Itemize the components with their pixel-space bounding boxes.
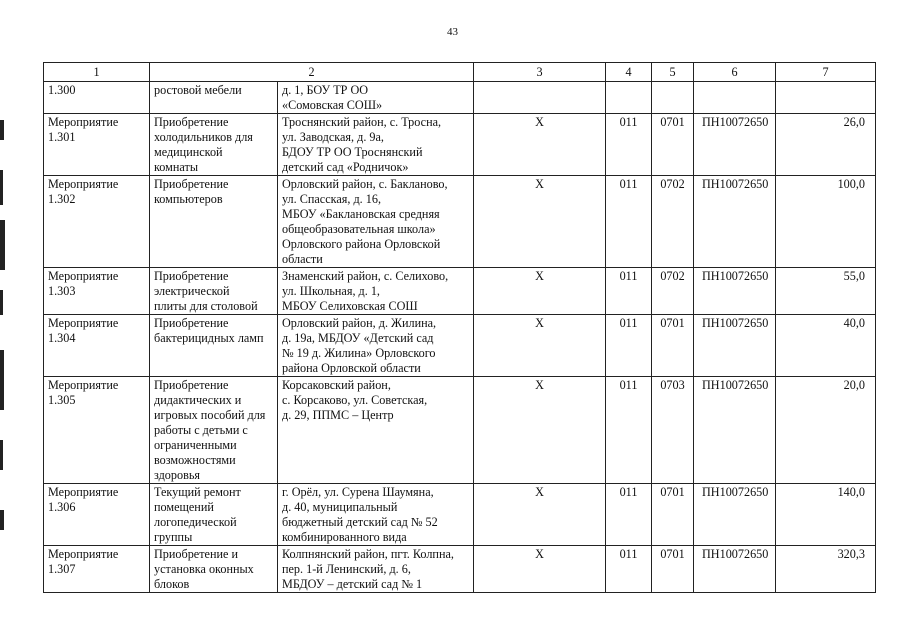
row-id-cell: Мероприятие 1.306 xyxy=(44,484,150,546)
row-code2-cell: 0701 xyxy=(652,315,694,377)
row-address-cell: Корсаковский район, с. Корсаково, ул. Советская, д. 29, ППМС – Центр xyxy=(278,377,474,484)
row-id-cell: Мероприятие 1.302 xyxy=(44,176,150,268)
row-amount-cell: 55,0 xyxy=(776,268,876,315)
page-number: 43 xyxy=(447,26,458,38)
row-code2-cell: 0701 xyxy=(652,114,694,176)
row-code3-cell: ПН10072650 xyxy=(694,484,776,546)
row-name-cell: Текущий ремонт помещений логопедической группы xyxy=(150,484,278,546)
header-cell-6: 6 xyxy=(694,63,776,82)
row-code1-cell: 011 xyxy=(606,546,652,593)
row-code2-cell: 0701 xyxy=(652,546,694,593)
row-code2-cell: 0702 xyxy=(652,176,694,268)
table-row xyxy=(44,176,876,268)
row-name-cell: ростовой мебели xyxy=(150,82,278,114)
row-code3-cell: ПН10072650 xyxy=(694,377,776,484)
row-id-cell: 1.300 xyxy=(44,82,150,114)
table-row xyxy=(44,315,876,377)
row-code3-cell: ПН10072650 xyxy=(694,114,776,176)
row-address-cell: д. 1, БОУ ТР ОО «Сомовская СОШ» xyxy=(278,82,474,114)
row-code2-cell: 0701 xyxy=(652,484,694,546)
budget-table xyxy=(43,62,876,593)
row-code1-cell: 011 xyxy=(606,176,652,268)
table-row xyxy=(44,377,876,484)
row-code3-cell: ПН10072650 xyxy=(694,315,776,377)
row-x-cell: Х xyxy=(474,176,606,268)
row-name-cell: Приобретение дидактических и игровых пособий для работы с детьми с ограниченными возможностями здоровья xyxy=(150,377,278,484)
row-id-cell: Мероприятие 1.305 xyxy=(44,377,150,484)
header-cell-1: 1 xyxy=(44,63,150,82)
row-id-cell: Мероприятие 1.307 xyxy=(44,546,150,593)
table-row xyxy=(44,546,876,593)
row-name-cell: Приобретение и установка оконных блоков xyxy=(150,546,278,593)
row-x-cell: Х xyxy=(474,268,606,315)
row-id-cell: Мероприятие 1.303 xyxy=(44,268,150,315)
row-code3-cell xyxy=(694,82,776,114)
header-cell-3: 3 xyxy=(474,63,606,82)
row-name-cell: Приобретение компьютеров xyxy=(150,176,278,268)
row-code3-cell: ПН10072650 xyxy=(694,546,776,593)
row-code2-cell: 0702 xyxy=(652,268,694,315)
row-name-cell: Приобретение холодильников для медицинской комнаты xyxy=(150,114,278,176)
header-row xyxy=(44,63,876,82)
row-code1-cell: 011 xyxy=(606,114,652,176)
row-address-cell: Орловский район, с. Бакланово, ул. Спасская, д. 16, МБОУ «Баклановская средняя общеобразовательная школа» Орловского района Орловской области xyxy=(278,176,474,268)
table-row xyxy=(44,82,876,114)
row-code1-cell: 011 xyxy=(606,268,652,315)
scan-edge-marks xyxy=(0,110,7,610)
row-amount-cell: 100,0 xyxy=(776,176,876,268)
row-name-cell: Приобретение электрической плиты для столовой xyxy=(150,268,278,315)
row-amount-cell: 140,0 xyxy=(776,484,876,546)
row-address-cell: г. Орёл, ул. Сурена Шаумяна, д. 40, муниципальный бюджетный детский сад № 52 комбинированного вида xyxy=(278,484,474,546)
header-cell-7: 7 xyxy=(776,63,876,82)
row-code1-cell: 011 xyxy=(606,315,652,377)
row-amount-cell: 40,0 xyxy=(776,315,876,377)
header-cell-5: 5 xyxy=(652,63,694,82)
row-x-cell: Х xyxy=(474,484,606,546)
row-id-cell: Мероприятие 1.301 xyxy=(44,114,150,176)
table-row xyxy=(44,114,876,176)
row-code3-cell: ПН10072650 xyxy=(694,268,776,315)
row-code2-cell: 0703 xyxy=(652,377,694,484)
row-code1-cell: 011 xyxy=(606,377,652,484)
row-amount-cell xyxy=(776,82,876,114)
row-address-cell: Троснянский район, с. Тросна, ул. Заводская, д. 9а, БДОУ ТР ОО Троснянский детский сад «Родничок» xyxy=(278,114,474,176)
row-amount-cell: 320,3 xyxy=(776,546,876,593)
row-name-cell: Приобретение бактерицидных ламп xyxy=(150,315,278,377)
row-amount-cell: 26,0 xyxy=(776,114,876,176)
row-code2-cell xyxy=(652,82,694,114)
row-address-cell: Знаменский район, с. Селихово, ул. Школьная, д. 1, МБОУ Селиховская СОШ xyxy=(278,268,474,315)
row-x-cell: Х xyxy=(474,377,606,484)
header-cell-4: 4 xyxy=(606,63,652,82)
row-x-cell xyxy=(474,82,606,114)
table-row xyxy=(44,268,876,315)
table-row xyxy=(44,484,876,546)
row-x-cell: Х xyxy=(474,315,606,377)
row-amount-cell: 20,0 xyxy=(776,377,876,484)
row-code1-cell: 011 xyxy=(606,484,652,546)
row-x-cell: Х xyxy=(474,546,606,593)
row-code1-cell xyxy=(606,82,652,114)
header-cell-2: 2 xyxy=(150,63,474,82)
row-address-cell: Орловский район, д. Жилина, д. 19а, МБДОУ «Детский сад № 19 д. Жилина» Орловского района Орловской области xyxy=(278,315,474,377)
row-code3-cell: ПН10072650 xyxy=(694,176,776,268)
row-x-cell: Х xyxy=(474,114,606,176)
row-id-cell: Мероприятие 1.304 xyxy=(44,315,150,377)
row-address-cell: Колпнянский район, пгт. Колпна, пер. 1-й Ленинский, д. 6, МБДОУ – детский сад № 1 xyxy=(278,546,474,593)
